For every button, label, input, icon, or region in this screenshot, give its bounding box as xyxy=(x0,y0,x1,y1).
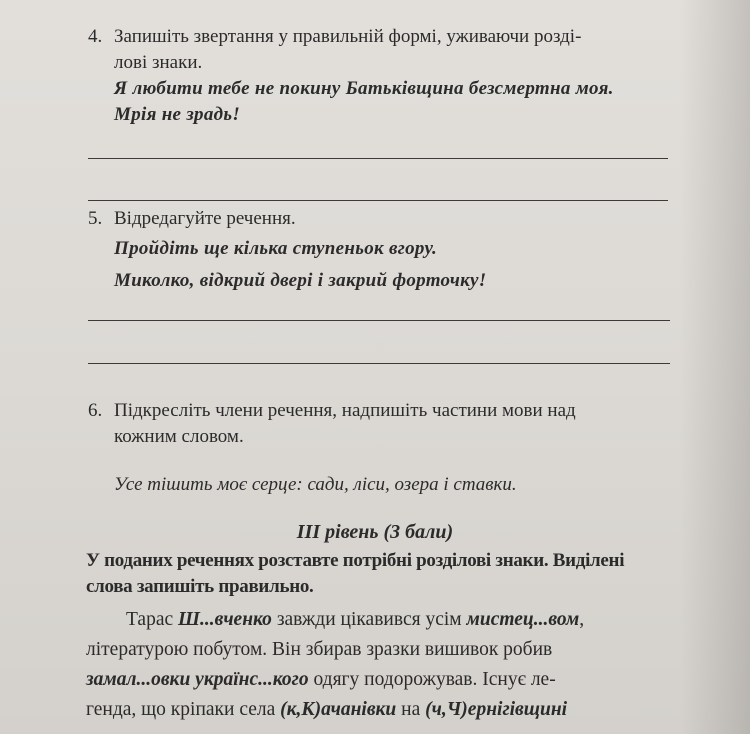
exercise-text xyxy=(86,605,688,725)
level-title: ІІІ рівень (3 бали) xyxy=(296,521,454,543)
highlighted-word: українс...кого xyxy=(195,669,309,690)
highlighted-word: (ч,Ч)ернігівщині xyxy=(425,699,568,720)
text-line-3 xyxy=(86,665,688,695)
task-6 xyxy=(88,398,680,498)
text-line-2: літературою побутом. Він збирав зразки вишивок робив xyxy=(86,639,553,660)
text-line-1 xyxy=(86,605,688,635)
task-6-instruction-cont: кожним словом. xyxy=(114,426,244,447)
highlighted-word: мистец...вом xyxy=(466,609,580,630)
level-instruction-line-2: слова запишіть правильно. xyxy=(86,576,314,597)
answer-line[interactable] xyxy=(88,158,668,159)
task-4-example-2: Мрія не зрадь! xyxy=(114,104,241,125)
level-instruction-line-1: У поданих реченнях розставте потрібні розділові знаки. Виділені xyxy=(86,550,625,571)
task-5-line-1 xyxy=(88,206,680,232)
task-4-line-1 xyxy=(88,24,680,50)
highlighted-word: Ш...вченко xyxy=(178,609,272,630)
text-segment: , xyxy=(579,609,585,630)
task-4-example-1: Я любити тебе не покину Батьківщина безсмертна моя. xyxy=(114,78,614,99)
text-segment: на xyxy=(396,699,426,720)
answer-line[interactable] xyxy=(88,320,670,321)
task-5-instruction: Відредагуйте речення. xyxy=(114,208,296,229)
text-line-4 xyxy=(86,695,688,725)
task-5-number: 5. xyxy=(88,208,103,229)
task-4-instruction: Запишіть звертання у правильній формі, уживаючи розді- xyxy=(114,26,582,47)
task-5-example-1: Пройдіть ще кілька ступеньок вгору. xyxy=(114,238,438,259)
text-segment: Тарас xyxy=(126,609,179,630)
text-segment: генда, що кріпаки села xyxy=(86,699,281,720)
task-5-example-2: Миколко, відкрий двері і закрий форточку! xyxy=(114,270,487,291)
text-segment: завжди цікавився усім xyxy=(271,609,467,630)
task-6-number: 6. xyxy=(88,400,103,421)
task-4-instruction-cont: лові знаки. xyxy=(114,52,203,73)
level-instruction xyxy=(86,548,690,600)
task-6-example-1: Усе тішить моє серце: сади, ліси, озера і ставки. xyxy=(114,474,517,495)
task-6-line-1 xyxy=(88,398,680,424)
answer-line[interactable] xyxy=(88,200,668,201)
task-5 xyxy=(88,206,680,294)
answer-line[interactable] xyxy=(88,363,670,364)
task-4-number: 4. xyxy=(88,26,103,47)
highlighted-word: замал...овки xyxy=(86,669,191,690)
highlighted-word: (к,К)ачанівки xyxy=(280,699,397,720)
task-6-instruction: Підкресліть члени речення, надпишіть частини мови над xyxy=(114,400,576,421)
text-segment: одягу подорожував. Існує ле- xyxy=(308,669,556,690)
page-shadow xyxy=(680,0,750,734)
task-4 xyxy=(88,24,680,128)
